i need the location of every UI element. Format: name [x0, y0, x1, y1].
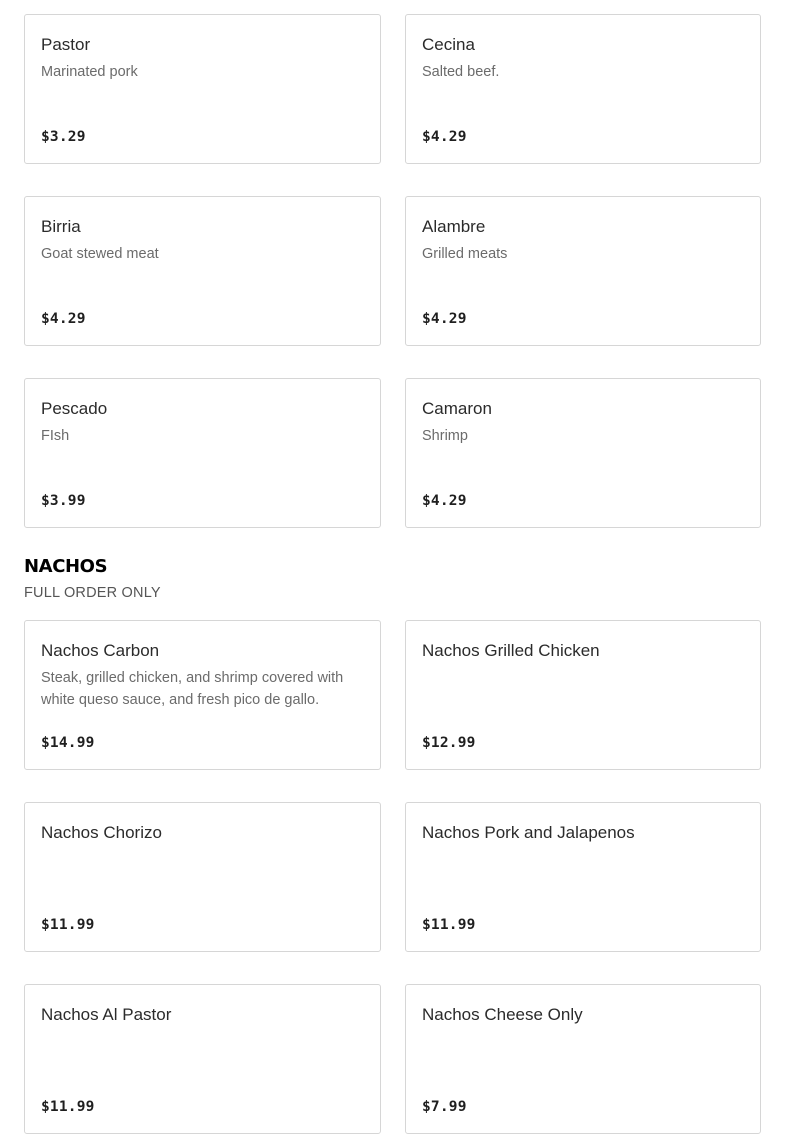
- menu-item-price: $7.99: [422, 1099, 467, 1115]
- menu-item-card[interactable]: [24, 196, 381, 346]
- menu-item-price: $4.29: [422, 311, 467, 327]
- menu-item-price: $11.99: [41, 1099, 95, 1115]
- menu-item-name: Pastor: [41, 35, 91, 54]
- menu-item-price: $3.99: [41, 493, 86, 509]
- menu-item-card[interactable]: [24, 802, 381, 952]
- menu-item-name: Birria: [41, 217, 81, 236]
- menu-item-name: Cecina: [422, 35, 475, 54]
- menu-item-name: Nachos Al Pastor: [41, 1005, 172, 1024]
- menu-item-card[interactable]: [405, 378, 761, 528]
- menu-item-card[interactable]: [24, 378, 381, 528]
- menu-item-name: Nachos Cheese Only: [422, 1005, 583, 1024]
- menu-item-price: $4.29: [422, 493, 467, 509]
- menu-item-description: Shrimp: [422, 428, 468, 444]
- menu-item-card[interactable]: [405, 14, 761, 164]
- menu-item-card[interactable]: [405, 802, 761, 952]
- menu-item-price: $14.99: [41, 735, 95, 751]
- section-header-nachos: [24, 555, 761, 603]
- menu-item-price: $11.99: [41, 917, 95, 933]
- menu-item-card[interactable]: [405, 620, 761, 770]
- menu-item-price: $12.99: [422, 735, 476, 751]
- menu-item-name: Pescado: [41, 399, 108, 418]
- menu-item-name: Camaron: [422, 399, 492, 418]
- section-title: NACHOS: [24, 556, 108, 577]
- menu-item-price: $11.99: [422, 917, 476, 933]
- section-subtitle: FULL ORDER ONLY: [24, 585, 161, 601]
- menu-item-description: FIsh: [41, 428, 70, 444]
- menu-item-price: $3.29: [41, 129, 86, 145]
- menu-item-price: $4.29: [41, 311, 86, 327]
- menu-item-name: Nachos Chorizo: [41, 823, 162, 842]
- menu-item-card[interactable]: [24, 14, 381, 164]
- menu-item-description: Grilled meats: [422, 246, 508, 262]
- menu-item-price: $4.29: [422, 129, 467, 145]
- menu-item-name: Nachos Pork and Jalapenos: [422, 823, 635, 842]
- menu-item-description: Goat stewed meat: [41, 246, 159, 262]
- menu-item-name: Nachos Grilled Chicken: [422, 641, 600, 660]
- menu-grid-nachos: [24, 620, 761, 1134]
- menu-item-card[interactable]: [24, 984, 381, 1134]
- menu-item-card[interactable]: [405, 196, 761, 346]
- menu-page: [24, 14, 761, 1134]
- menu-item-name: Alambre: [422, 217, 486, 236]
- menu-item-description: Salted beef.: [422, 64, 500, 80]
- menu-item-card[interactable]: [24, 620, 381, 770]
- menu-item-description: Steak, grilled chicken, and shrimp covered with white queso sauce, and fresh pico de gallo.: [41, 670, 344, 708]
- menu-grid-tacos: [24, 14, 761, 528]
- menu-item-description: Marinated pork: [41, 64, 138, 80]
- menu-item-card[interactable]: [405, 984, 761, 1134]
- menu-item-name: Nachos Carbon: [41, 641, 160, 660]
